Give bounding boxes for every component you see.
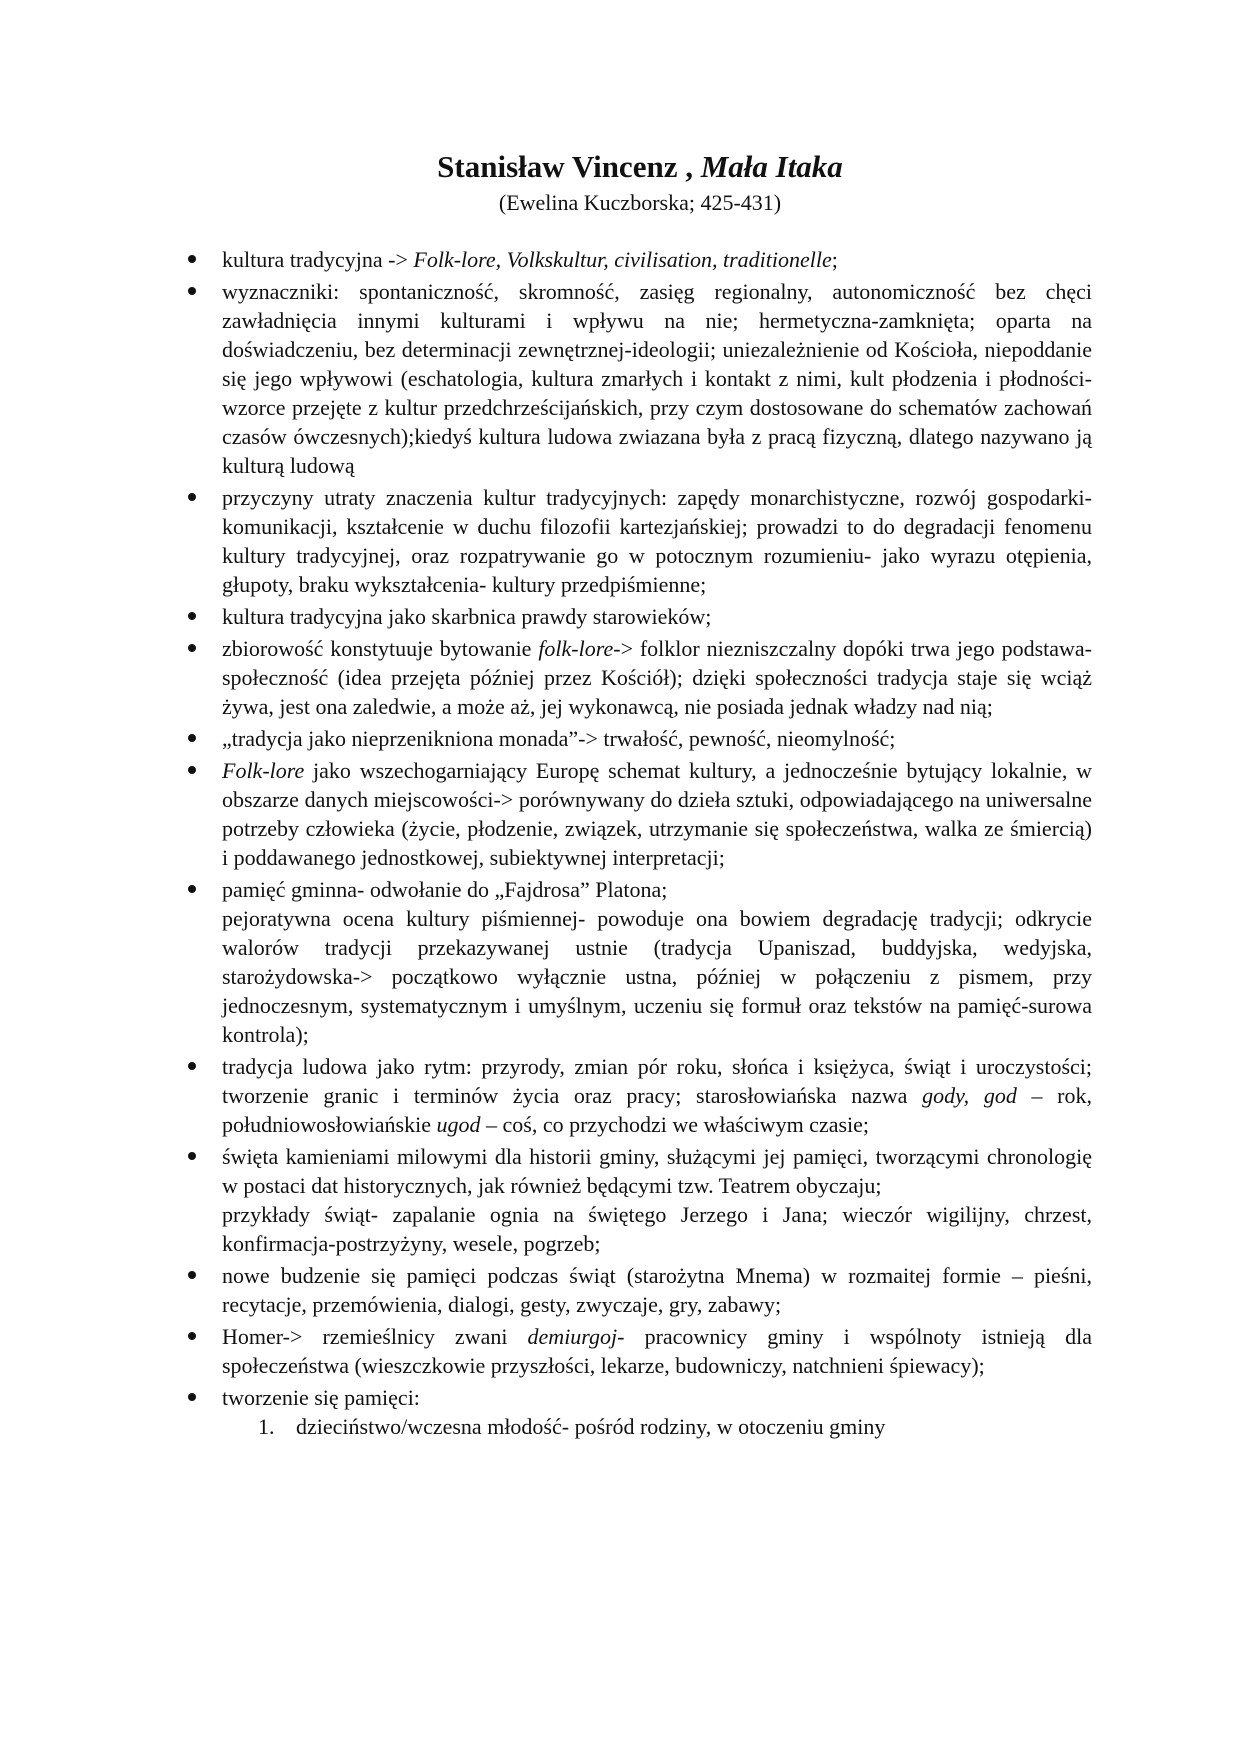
document-title: [0, 148, 1240, 186]
list-item: [222, 1142, 1092, 1258]
bullet-icon: [188, 1332, 196, 1340]
list-item: [222, 1322, 1092, 1380]
bullet-list: [222, 245, 1092, 1441]
item-number: 1.: [258, 1414, 275, 1439]
bullet-icon: [188, 885, 196, 893]
bullet-icon: [188, 644, 196, 652]
list-item: [222, 1052, 1092, 1139]
list-item: [222, 634, 1092, 721]
item-text: dzieciństwo/wczesna młodość- pośród rodziny, w otoczeniu gminy: [296, 1414, 886, 1439]
bullet-icon: [188, 255, 196, 263]
list-item: [222, 756, 1092, 872]
document-subtitle: (Ewelina Kuczborska; 425-431): [498, 190, 782, 215]
list-item: [222, 245, 1092, 274]
bullet-icon: [188, 734, 196, 742]
list-item: [222, 724, 1092, 753]
bullet-icon: [188, 1393, 196, 1401]
title-work: Mała Itaka: [700, 149, 843, 184]
paragraph: pamięć gminna- odwołanie do „Fajdrosa” Platona;: [222, 877, 668, 902]
bullet-icon: [188, 287, 196, 295]
list-item: [222, 875, 1092, 1049]
bullet-icon: [188, 493, 196, 501]
bullet-icon: [188, 1152, 196, 1160]
paragraph: tradycja ludowa jako rytm: przyrody, zmian pór roku, słońca i księżyca, świąt i uroczystości; tworzenie granic i terminów życia oraz pracy; starosłowiańska nazwa gody, god – rok, południowosłowiańskie ugod – coś, co przychodzi we właściwym czasie;: [222, 1054, 1092, 1137]
paragraph: kultura tradycyjna jako skarbnica prawdy starowieków;: [222, 604, 712, 629]
paragraph: Folk-lore jako wszechogarniający Europę schemat kultury, a jednocześnie bytujący lokalnie, w obszarze danych miejscowości-> porównywany do dzieła sztuki, odpowiadającego na uniwersalne potrzeby człowieka (życie, płodzenie, związek, utrzymanie się społeczeństwa, walka ze śmiercią) i poddawanego jednostkowej, subiektywnej interpretacji;: [222, 758, 1092, 870]
paragraph: tworzenie się pamięci:: [222, 1385, 420, 1410]
paragraph: Homer-> rzemieślnicy zwani demiurgoj- pracownicy gminy i wspólnoty istnieją dla społeczeństwa (wieszczkowie przyszłości, lekarze, budowniczy, natchnieni śpiewacy);: [222, 1324, 1093, 1378]
numbered-list: [222, 1412, 1092, 1441]
document-body: [222, 245, 1092, 1444]
paragraph: święta kamieniami milowymi dla historii gminy, służącymi jej pamięci, tworzącymi chronologię w postaci dat historycznych, jak również będącymi tzw. Teatrem obyczaju;: [222, 1144, 1092, 1198]
bullet-icon: [188, 1271, 196, 1279]
paragraph: zbiorowość konstytuuje bytowanie folk-lore-> folklor niezniszczalny dopóki trwa jego podstawa- społeczność (idea przejęta później przez Kościół); dzięki społeczności tradycja staje się wciąż żywa, jest ona zaledwie, a może aż, jej wykonawcą, nie posiada jednak władzy nad nią;: [222, 636, 1092, 719]
numbered-item: [222, 1412, 1092, 1441]
paragraph-continuation: przykłady świąt- zapalanie ognia na świętego Jerzego i Jana; wieczór wigilijny, chrzest, konfirmacja-postrzyżyny, wesele, pogrzeb;: [222, 1202, 1092, 1256]
title-author: Stanisław Vincenz ,: [437, 149, 701, 184]
paragraph: kultura tradycyjna -> Folk-lore, Volkskultur, civilisation, traditionelle;: [222, 247, 838, 272]
paragraph: nowe budzenie się pamięci podczas świąt (starożytna Mnema) w rozmaitej formie – pieśni, recytacje, przemówienia, dialogi, gesty, zwyczaje, gry, zabawy;: [222, 1263, 1092, 1317]
list-item: [222, 602, 1092, 631]
paragraph: „tradycja jako nieprzeniknіona monada”-> trwałość, pewność, nieomylność;: [222, 726, 896, 751]
list-item: [222, 483, 1092, 599]
paragraph: przyczyny utraty znaczenia kultur tradycyjnych: zapędy monarchistyczne, rozwój gospodarki- komunikacji, kształcenie w duchu filozofii kartezjańskiej; prowadzi to do degradacji fenomenu kultury tradycyjnej, oraz rozpatrywanie go w potocznym rozumieniu- jako wyrazu otępienia, głupoty, braku wykształcenia- kultury przedpiśmienne;: [222, 485, 1092, 597]
bullet-icon: [188, 1062, 196, 1070]
list-item: [222, 1383, 1092, 1441]
bullet-icon: [188, 612, 196, 620]
paragraph-continuation: pejoratywna ocena kultury piśmiennej- powoduje ona bowiem degradację tradycji; odkrycie walorów tradycji przekazywanej ustnie (tradycja Upaniszad, buddyjska, wedyjska, starożydowska-> początkowo wyłącznie ustna, później w połączeniu z pismem, przy jednoczesnym, systematycznym i umyślnym, uczeniu się formuł oraz tekstów na pamięć-surowa kontrola);: [222, 906, 1092, 1047]
bullet-icon: [188, 766, 196, 774]
list-item: [222, 277, 1092, 480]
paragraph: wyznaczniki: spontaniczność, skromność, zasięg regionalny, autonomiczność bez chęci zawładnięcia innymi kulturami i wpływu na nie; hermetyczna-zamknięta; oparta na doświadczeniu, bez determinacji zewnętrznej-ideologii; uniezależnienie od Kościoła, niepoddanie się jego wpływowi (eschatologia, kultura zmarłych i kontakt z nimi, kult płodzenia i płodności- wzorce przejęte z kultur przedchrześcijańskich, przy czym dostosowane do schematów zachowań czasów ówczesnych);kiedyś kultura ludowa zwiazana była z pracą fizyczną, dlatego nazywano ją kulturą ludową: [222, 279, 1092, 478]
list-item: [222, 1261, 1092, 1319]
